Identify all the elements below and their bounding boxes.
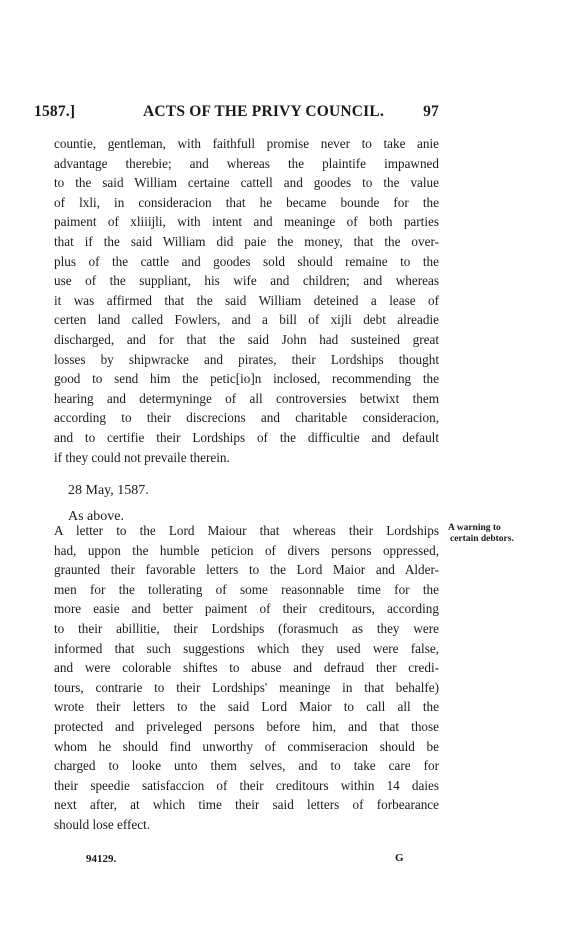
text-line: to the said William certaine cattell and goodes to the value: [54, 175, 439, 191]
text-line: wrote their letters to the said Lord Maior to call all the: [54, 699, 439, 715]
header-year: 1587.]: [34, 103, 76, 120]
text-line: should lose effect.: [54, 816, 151, 832]
text-line: and to certifie their Lordships of the difficultie and default: [54, 429, 439, 445]
text-line: if they could not prevaile therein.: [54, 449, 230, 465]
text-line: paiment of xliiijli, with intent and meaninge of both parties: [54, 214, 439, 230]
text-line: had, uppon the humble peticion of divers persons oppressed,: [54, 542, 439, 558]
text-line: of lxli, in consideracion that he became bounde for the: [54, 194, 439, 210]
text-line: whom he should find unworthy of commiseracion should be: [54, 738, 439, 754]
text-line: discharged, and for that the said John had susteined great: [54, 331, 439, 347]
header-title: ACTS OF THE PRIVY COUNCIL.: [143, 103, 385, 120]
margin-note-line: A warning to: [448, 523, 501, 533]
paragraph-2: [54, 521, 439, 835]
text-line: graunted their favorable letters to the Lord Maior and Alder-: [54, 562, 439, 578]
margin-note-line: certain debtors.: [450, 534, 514, 544]
text-line: informed that such suggestions which they used were false,: [54, 640, 439, 656]
text-line: certen land called Fowlers, and a bill of xijli debt alreadie: [54, 312, 439, 328]
text-line: men for the tollerating of some reasonnable time for the: [54, 581, 439, 597]
text-line: countie, gentleman, with faithfull promise never to take anie: [54, 136, 439, 151]
signature-mark: G: [395, 852, 404, 864]
text-line: advantage therebie; and whereas the plaintife impawned: [54, 155, 439, 171]
text-line: protected and priveleged persons before him, and that those: [54, 718, 439, 734]
text-line: to their abillitie, their Lordships (forasmuch as they were: [54, 620, 439, 636]
page-number: 97: [423, 103, 439, 120]
entry-date: 28 May, 1587.: [68, 483, 149, 498]
text-line: good to send him the petic[io]n inclosed, recommending the: [54, 371, 439, 387]
paragraph-1: [54, 134, 439, 467]
text-line: it was affirmed that the said William deteined a lease of: [54, 292, 439, 308]
text-line: tours, contrarie to their Lordships' meaninge in that behalfe): [54, 679, 439, 695]
text-line: hearing and determyninge of all controversies betwixt them: [54, 390, 439, 406]
text-line: that if the said William did paie the money, that the over-: [54, 233, 439, 249]
text-line: losses by shipwracke and pirates, their Lordships thought: [54, 351, 439, 367]
text-line: A letter to the Lord Maiour that whereas their Lordships: [54, 523, 439, 538]
text-line: more easie and better paiment of their creditours, according: [54, 601, 439, 617]
margin-note: [448, 523, 528, 545]
print-number: 94129.: [86, 853, 117, 865]
running-header: [34, 103, 439, 121]
text-line: use of the suppliant, his wife and children; and whereas: [54, 273, 439, 289]
text-line: next after, at which time their said letters of forbearance: [54, 797, 439, 813]
text-line: according to their discrecions and charitable consideracion,: [54, 410, 439, 426]
entry-subheading: As above.: [68, 509, 124, 524]
text-line: plus of the cattle and goodes sold should remaine to the: [54, 253, 439, 269]
text-line: charged to looke unto them selves, and to take care for: [54, 758, 439, 774]
text-line: and were colorable shiftes to abuse and defraud ther credi-: [54, 660, 439, 676]
text-line: their speedie satisfaccion of their creditours within 14 daies: [54, 777, 439, 793]
